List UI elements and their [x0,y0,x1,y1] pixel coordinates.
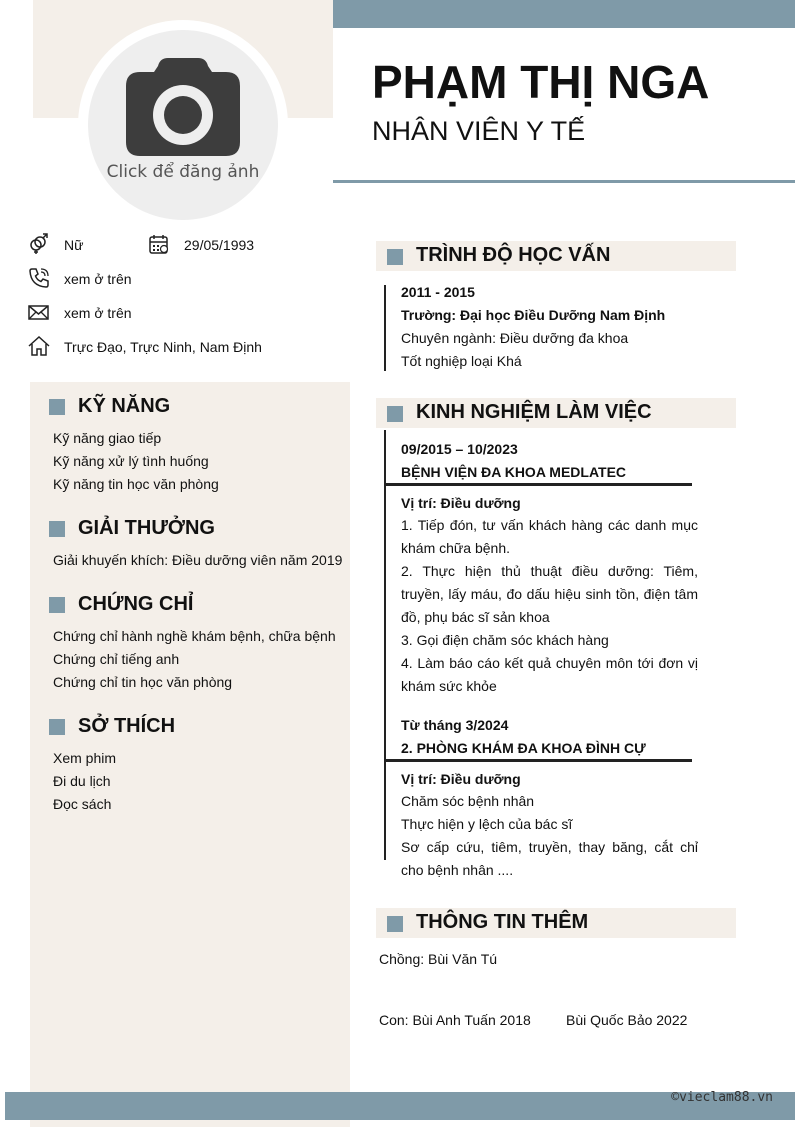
certificates-marker [49,597,65,613]
site-credit: ©vieclam88.vn [671,1090,773,1105]
job-company: 2. PHÒNG KHÁM ĐA KHOA ĐÌNH CỰ [401,740,646,756]
skills-title: KỸ NĂNG [78,395,171,417]
hobby-item: Xem phim [53,750,117,766]
email-icon [28,301,50,323]
skill-item: Kỹ năng xử lý tình huống [53,453,209,469]
job-company: BỆNH VIỆN ĐA KHOA MEDLATEC [401,464,627,480]
certificate-item: Chứng chỉ tin học văn phòng [53,674,233,690]
education-school: Trường: Đại học Điều Dưỡng Nam Định [401,307,666,323]
job-position: Vị trí: Điều dưỡng [401,771,521,787]
awards-marker [49,521,65,537]
top-left-gap [5,0,33,28]
job-duty: Thực hiện y lệch của bác sĩ [401,816,573,832]
phone-value: xem ở trên [64,271,132,287]
hobby-item: Đi du lịch [53,773,111,789]
experience-marker [387,406,403,422]
job-position: Vị trí: Điều dưỡng [401,495,521,511]
education-title: TRÌNH ĐỘ HỌC VẤN [416,244,611,266]
hobbies-title: SỞ THÍCH [78,715,176,737]
job-duty: 2. Thực hiện thủ thuật điều dưỡng: Tiêm, truyền, lấy máu, đo dấu hiệu sinh tồn, điện tâm đồ, phụ bác sĩ sản khoa [401,563,698,625]
children-info: Con: Bùi Anh Tuấn 2018 [379,1012,531,1028]
job-duty: Chăm sóc bệnh nhân [401,793,535,809]
address-value: Trực Đạo, Trực Ninh, Nam Định [64,339,262,355]
extra-marker [387,916,403,932]
job-divider [384,759,692,762]
candidate-name: PHẠM THỊ NGA [372,56,710,108]
skill-item: Kỹ năng giao tiếp [53,430,162,446]
camera-icon[interactable] [126,58,240,156]
job-duty: 1. Tiếp đón, tư vấn khách hàng các danh mục khám chữa bệnh. [401,517,698,556]
job-divider [384,483,692,486]
calendar-icon [148,233,170,255]
birthdate-value: 29/05/1993 [184,237,255,253]
awards-title: GIẢI THƯỞNG [78,517,215,539]
skills-marker [49,399,65,415]
job-period: 09/2015 – 10/2023 [401,441,518,457]
spouse-info: Chồng: Bùi Văn Tú [379,951,498,967]
education-timeline [384,285,386,371]
certificate-item: Chứng chỉ tiếng anh [53,651,180,667]
email-value: xem ở trên [64,305,132,321]
gender-icon [28,233,50,255]
certificate-item: Chứng chỉ hành nghề khám bệnh, chữa bệnh [53,628,336,644]
education-marker [387,249,403,265]
hobbies-marker [49,719,65,735]
experience-title: KINH NGHIỆM LÀM VIỆC [416,401,652,423]
certificates-title: CHỨNG CHỈ [78,593,194,615]
award-item: Giải khuyến khích: Điều dưỡng viên năm 2019 [53,552,343,568]
education-grade: Tốt nghiệp loại Khá [401,353,522,369]
gender-value: Nữ [64,237,84,253]
home-icon [28,335,50,357]
job-duty: 4. Làm báo cáo kết quả chuyên môn tới đơn vị khám sức khỏe [401,655,698,694]
photo-upload-label[interactable]: Click để đăng ảnh [106,162,260,182]
extra-title: THÔNG TIN THÊM [416,911,589,933]
education-major: Chuyên ngành: Điều dưỡng đa khoa [401,330,629,346]
job-duty: 3. Gọi điện chăm sóc khách hàng [401,632,609,648]
job-duty: Sơ cấp cứu, tiêm, truyền, thay băng, cắt chỉ cho bệnh nhân .... [401,839,698,878]
child2-info: Bùi Quốc Bảo 2022 [566,1012,688,1028]
education-period: 2011 - 2015 [401,284,475,300]
header-divider [333,180,795,183]
job-title: NHÂN VIÊN Y TẾ [372,116,586,146]
experience-timeline [384,430,386,860]
skill-item: Kỹ năng tin học văn phòng [53,476,219,492]
job-period: Từ tháng 3/2024 [401,717,509,733]
hobby-item: Đọc sách [53,796,112,812]
phone-icon [28,267,50,289]
